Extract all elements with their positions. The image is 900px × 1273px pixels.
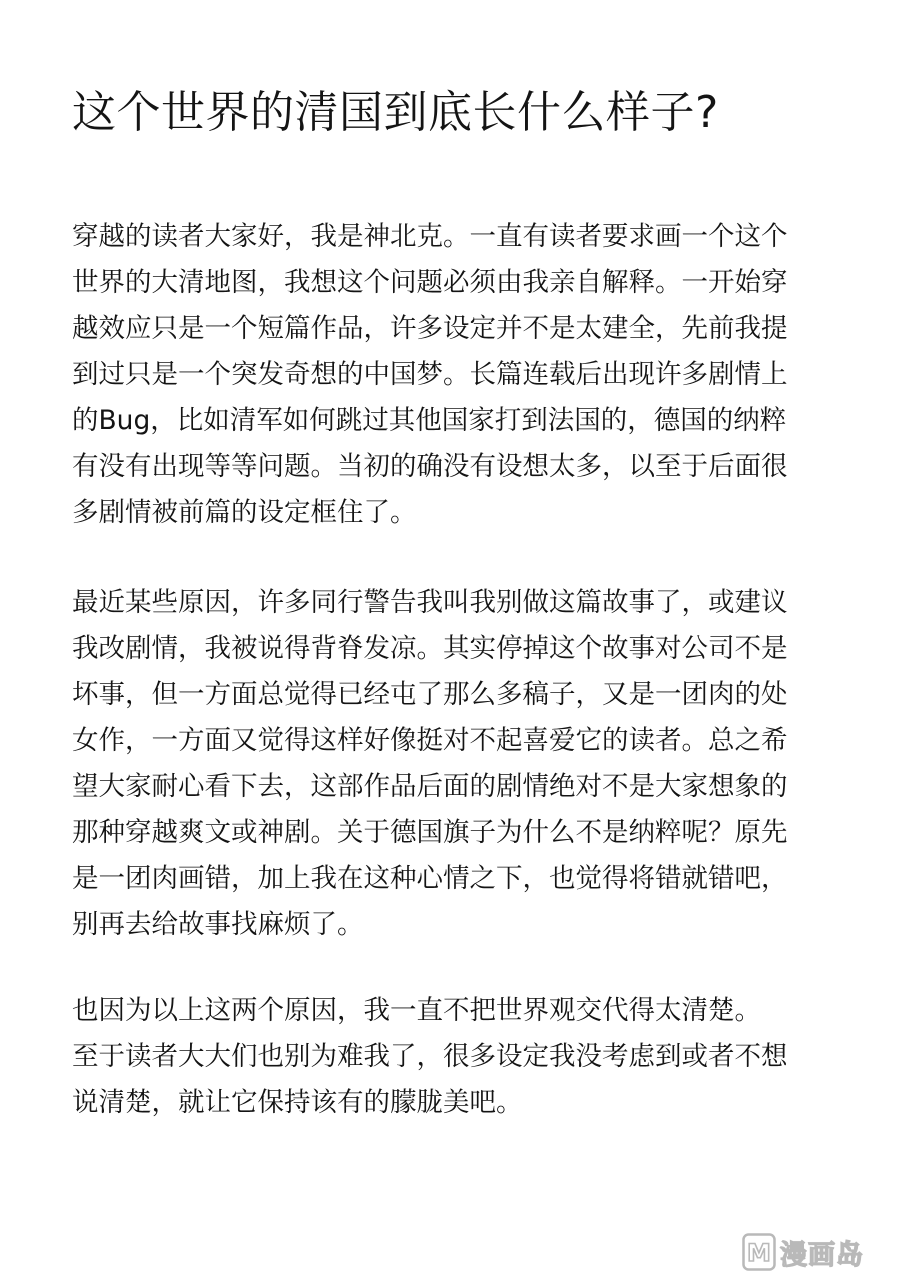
text-line: 也因为以上这两个原因，我一直不把世界观交代得太清楚。 — [72, 995, 761, 1026]
watermark-text: 漫画岛 — [780, 1239, 864, 1271]
text-line: 至于读者大大们也别为难我了，很多设定我没考虑到或者不想 — [72, 1041, 788, 1072]
text-line: 坏事，但一方面总觉得已经屯了那么多稿子，又是一团肉的处 — [72, 679, 788, 710]
text-line: 到过只是一个突发奇想的中国梦。长篇连载后出现许多剧情上 — [72, 359, 788, 390]
text-line: 世界的大清地图，我想这个问题必须由我亲自解释。一开始穿 — [72, 267, 788, 298]
paragraph-1 — [72, 214, 842, 536]
text-line: 那种穿越爽文或神剧。关于德国旗子为什么不是纳粹呢？原先 — [72, 817, 788, 848]
paragraph-2 — [72, 580, 842, 948]
text-line: 我改剧情，我被说得背脊发凉。其实停掉这个故事对公司不是 — [72, 633, 788, 664]
text-line: 穿越的读者大家好，我是神北克。一直有读者要求画一个这个 — [72, 221, 788, 252]
watermark — [742, 1231, 900, 1273]
text-line: 说清楚，就让它保持该有的朦胧美吧。 — [72, 1087, 523, 1118]
text-line: 是一团肉画错，加上我在这种心情之下，也觉得将错就错吧， — [72, 863, 788, 894]
svg-text:M: M — [747, 1239, 771, 1267]
text-line: 越效应只是一个短篇作品，许多设定并不是太建全，先前我提 — [72, 313, 788, 344]
text-line: 多剧情被前篇的设定框住了。 — [72, 497, 417, 528]
text-line: 别再去给故事找麻烦了。 — [72, 909, 364, 940]
paragraph-3 — [72, 988, 842, 1126]
text-line: 有没有出现等等问题。当初的确没有设想太多，以至于后面很 — [72, 451, 788, 482]
manhuadao-logo-icon — [742, 1233, 776, 1271]
text-line: 女作，一方面又觉得这样好像挺对不起喜爱它的读者。总之希 — [72, 725, 788, 756]
text-line: 的Bug，比如清军如何跳过其他国家打到法国的，德国的纳粹 — [72, 405, 787, 436]
text-line: 最近某些原因，许多同行警告我叫我别做这篇故事了，或建议 — [72, 587, 788, 618]
text-line: 望大家耐心看下去，这部作品后面的剧情绝对不是大家想象的 — [72, 771, 788, 802]
page-title: 这个世界的清国到底长什么样子? — [72, 87, 719, 138]
